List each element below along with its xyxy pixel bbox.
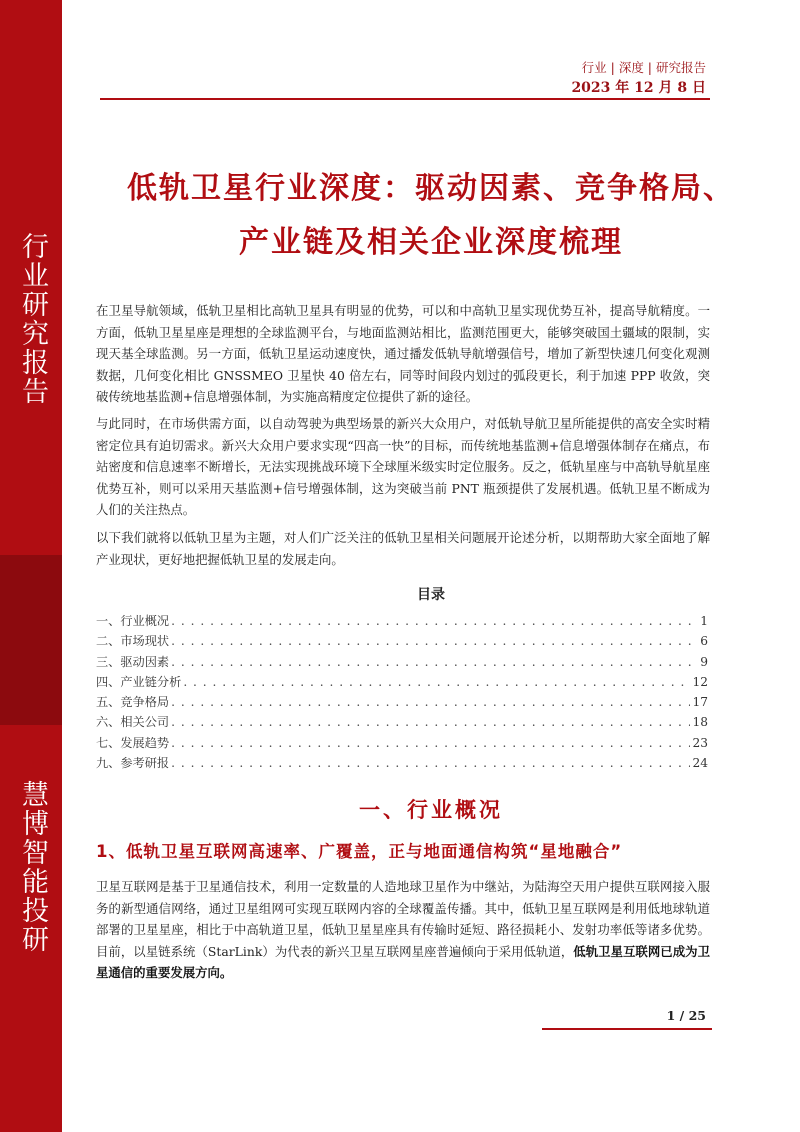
toc-item[interactable] xyxy=(96,754,708,774)
toc-item[interactable] xyxy=(96,693,708,713)
intro-paragraph-1: 在卫星导航领域，低轨卫星相比高轨卫星具有明显的优势，可以和中高轨卫星实现优势互补，提高导航精度。一方面，低轨卫星星座是理想的全球监测平台，与地面监测站相比，监测范围更大，能够突破国土疆域的限制，实现天基全球监测。另一方面，低轨卫星运动速度快，通过播发低轨导航增强信号，增加了新型快速几何变化观测数据，几何变化相比 GNSSMEO 卫星快 40 倍左右，同等时间段内划过的弧段更长，利于加速 PPP 收敛，突破传统地基监测+信息增强体制，为实施高精度定位提供了新的途径。 xyxy=(96,303,710,404)
toc-item-page: 17 xyxy=(692,695,708,710)
toc-item-label: 一、行业概况 xyxy=(96,614,170,628)
intro-paragraph-3: 以下我们就将以低轨卫星为主题，对人们广泛关注的低轨卫星相关问题展开论述分析，以期帮助大家全面地了解产业现状，更好地把握低轨卫星的发展走向。 xyxy=(96,530,710,567)
toc-leader-dots xyxy=(171,655,698,669)
sidebar-brand-label: 慧博智能投研 xyxy=(17,780,48,954)
page-number: 1 / 25 xyxy=(666,1008,706,1023)
subsection-heading: 1、低轨卫星互联网高速率、广覆盖，正与地面通信构筑“星地融合” xyxy=(96,842,623,861)
report-title xyxy=(62,162,800,270)
toc-item-page: 1 xyxy=(700,614,708,628)
toc-leader-dots xyxy=(171,614,698,628)
toc-item-label: 二、市场现状 xyxy=(96,634,170,649)
table-of-contents xyxy=(96,612,708,774)
header-divider xyxy=(100,98,710,100)
toc-item-label: 六、相关公司 xyxy=(96,715,170,730)
toc-item-label: 九、参考研报 xyxy=(96,756,170,771)
footer-divider xyxy=(542,1028,712,1030)
toc-item-label: 五、竞争格局 xyxy=(96,695,170,710)
intro-paragraph-2: 与此同时，在市场供需方面，以自动驾驶为典型场景的新兴大众用户，对低轨导航卫星所能提供的高安全实时精密定位具有迫切需求。新兴大众用户要求实现“四高一快”的目标，而传统地基监测+信息增强体制存在痛点，布站密度和信息速率不断增长，无法实现挑战环境下全球厘米级实时定位服务。反之，低轨星座与中高轨导航星座优势互补，则可以采用天基监测+信号增强体制，这为突破当前 PNT 瓶颈提供了发展机遇。低轨卫星不断成为人们的关注热点。 xyxy=(96,416,710,517)
toc-title: 目录 xyxy=(417,587,445,603)
left-sidebar xyxy=(0,0,62,1132)
header-date: 2023 年 12 月 8 日 xyxy=(571,80,706,96)
toc-item-page: 23 xyxy=(692,735,708,750)
toc-leader-dots xyxy=(183,675,690,689)
header-tags: 行业 | 深度 | 研究报告 xyxy=(581,60,706,75)
toc-item-label: 四、产业链分析 xyxy=(96,674,182,689)
section-paragraph-text: 卫星互联网是基于卫星通信技术，利用一定数量的人造地球卫星作为中继站，为陆海空天用户提供互联网接入服务的新型通信网络，通过卫星组网可实现互联网内容的全球覆盖传播。其中，低轨卫星互联网是利用低地球轨道部署的卫星星座，相比于中高轨道卫星，低轨卫星星座具有传输时延短、路径损耗小、发射功率低等诸多优势。目前，以星链系统（StarLink）为代表的新兴卫星互联网星座普遍倾向于采用低轨道， xyxy=(96,879,710,959)
toc-item-page: 24 xyxy=(692,756,708,771)
toc-item[interactable] xyxy=(96,734,708,754)
toc-item[interactable] xyxy=(96,653,708,673)
section-heading: 一、行业概况 xyxy=(359,798,503,822)
toc-leader-dots xyxy=(171,695,690,709)
toc-item[interactable] xyxy=(96,713,708,733)
toc-item-page: 6 xyxy=(700,634,708,649)
toc-item[interactable] xyxy=(96,632,708,652)
toc-item-page: 9 xyxy=(700,654,708,669)
toc-item[interactable] xyxy=(96,673,708,693)
toc-item[interactable] xyxy=(96,612,708,632)
toc-leader-dots xyxy=(171,756,690,770)
toc-leader-dots xyxy=(171,715,690,729)
toc-item-label: 三、驱动因素 xyxy=(96,654,170,669)
report-title-line-1: 低轨卫星行业深度：驱动因素、竞争格局、 xyxy=(127,171,735,206)
toc-leader-dots xyxy=(171,634,698,648)
toc-item-label: 七、发展趋势 xyxy=(96,735,170,750)
toc-item-page: 18 xyxy=(692,715,708,730)
section-paragraph xyxy=(96,876,710,984)
toc-leader-dots xyxy=(171,736,690,750)
report-title-line-2: 产业链及相关企业深度梳理 xyxy=(239,225,623,260)
section-paragraph-emphasis: 低轨卫星互联网已成为卫星通信的重要发展方向。 xyxy=(96,943,710,980)
toc-item-page: 12 xyxy=(692,674,708,689)
sidebar-divider-band xyxy=(0,555,62,725)
sidebar-report-type-label: 行业研究报告 xyxy=(17,232,48,406)
